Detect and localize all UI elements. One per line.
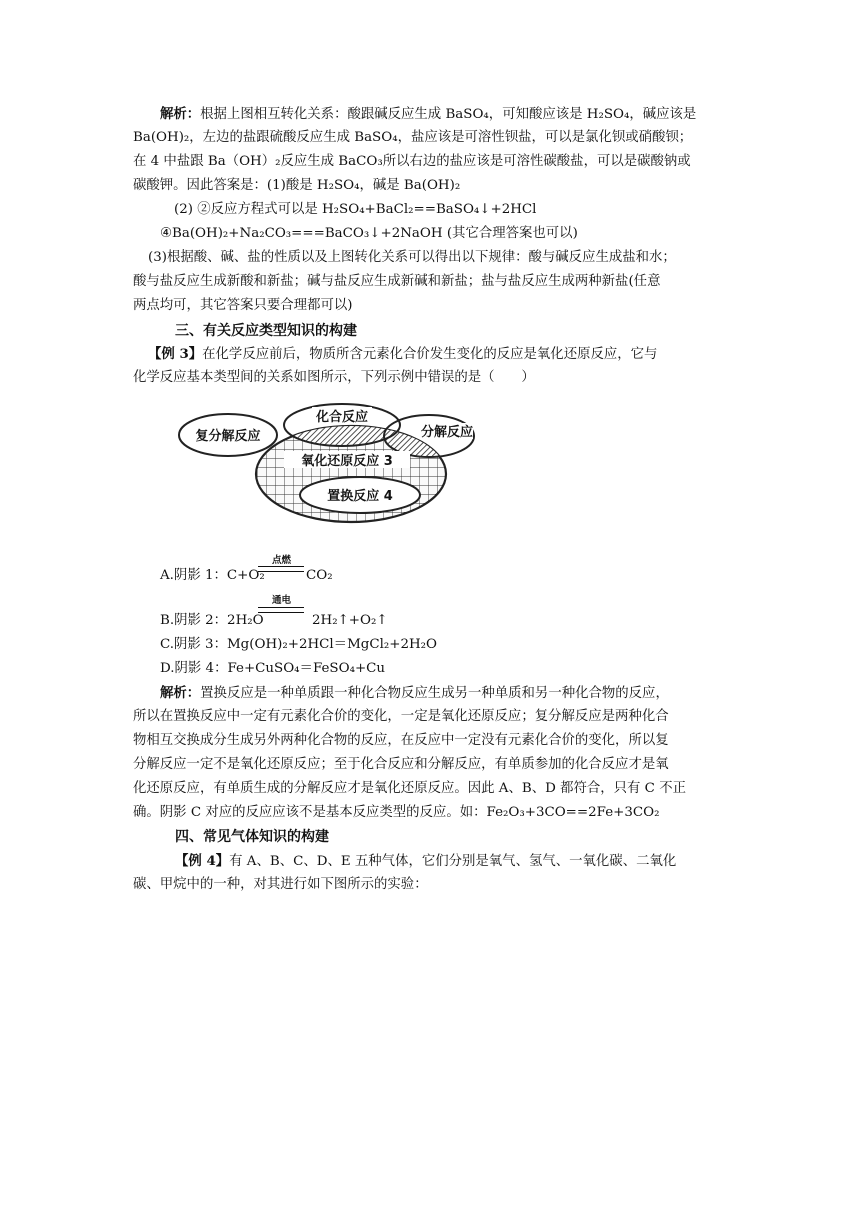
option-b-equals-sign <box>258 607 304 613</box>
option-c: C.阴影 3：Mg(OH)₂+2HCl＝MgCl₂+2H₂O <box>160 637 438 652</box>
decomposition-label: 分解反应 <box>420 425 474 440</box>
analysis-label: 解析： <box>160 106 201 122</box>
displacement-label: 置换反应 4 <box>327 489 393 504</box>
analysis3-label: 解析： <box>160 685 201 701</box>
example4-label: 【例 4】 <box>175 853 230 869</box>
option-a <box>160 566 265 586</box>
option-b <box>160 611 264 631</box>
analysis-line-2: Ba(OH)₂，左边的盐跟硫酸反应生成 BaSO₄，盐应该是可溶性钡盐，可以是氯化钡或硝酸钡； <box>133 130 693 145</box>
combination-label: 化合反应 <box>315 410 369 425</box>
section-heading-4: 四、常见气体知识的构建 <box>175 829 329 845</box>
answer-line-2: (2) ②反应方程式可以是 H₂SO₄+BaCl₂==BaSO₄↓+2HCl <box>174 202 537 217</box>
example4-line-1 <box>175 851 676 872</box>
example4-line-2: 碳、甲烷中的一种，对其进行如下图所示的实验： <box>133 877 428 892</box>
analysis-text: 根据上图相互转化关系：酸跟碱反应生成 BaSO₄，可知酸应该是 H₂SO₄，碱应该是 <box>200 107 697 122</box>
option-a-equals-sign <box>258 566 304 572</box>
analysis-line-4: 碳酸钾。因此答案是：(1)酸是 H₂SO₄，碱是 Ba(OH)₂ <box>133 178 461 193</box>
option-b-product: 2H₂↑+O₂↑ <box>312 613 388 628</box>
option-b-reactants: B.阴影 2：2H₂O <box>160 613 264 628</box>
analysis3-text: 置换反应是一种单质跟一种化合物反应生成另一种单质和另一种化合物的反应， <box>200 686 669 701</box>
example3-line-1 <box>148 344 657 365</box>
analysis3-line-2: 所以在置换反应中一定有元素化合价的变化，一定是氧化还原反应；复分解反应是两种化合 <box>133 709 669 724</box>
example3-line-2: 化学反应基本类型间的关系如图所示，下列示例中错误的是（ ） <box>133 370 535 385</box>
option-b-condition: 通电 <box>272 595 292 606</box>
example4-text: 有 A、B、C、D、E 五种气体，它们分别是氧气、氢气、一氧化碳、二氧化 <box>229 854 677 869</box>
option-a-reactants: A.阴影 1：C+O₂ <box>160 568 265 583</box>
analysis3-line-6: 确。阴影 C 对应的反应应该不是基本反应类型的反应。如：Fe₂O₃+3CO==2Fe+3CO₂ <box>133 805 660 820</box>
option-d: D.阴影 4：Fe+CuSO₄＝FeSO₄+Cu <box>160 661 386 676</box>
analysis-line-1 <box>160 104 696 125</box>
answer-line-3c: 两点均可，其它答案只要合理都可以) <box>133 298 353 313</box>
analysis3-line-4: 分解反应一定不是氧化还原反应；至于化合反应和分解反应，有单质参加的化合反应才是氧 <box>133 757 669 772</box>
analysis3-line-3: 物相互交换成分生成另外两种化合物的反应，在反应中一定没有元素化合价的变化，所以复 <box>133 733 669 748</box>
reaction-type-diagram <box>176 395 494 525</box>
analysis3-line-1 <box>160 683 669 704</box>
double-decomposition-label: 复分解反应 <box>195 429 261 444</box>
option-a-product: CO₂ <box>306 568 333 583</box>
analysis-line-3: 在 4 中盐跟 Ba（OH）₂反应生成 BaCO₃所以右边的盐应该是可溶性碳酸盐，可以是碳酸钠或 <box>133 154 691 169</box>
option-a-condition: 点燃 <box>272 555 292 566</box>
analysis3-line-5: 化还原反应，有单质生成的分解反应才是氧化还原反应。因此 A、B、D 都符合，只有 C 不正 <box>133 781 686 796</box>
example3-label: 【例 3】 <box>148 346 203 362</box>
section-heading-3: 三、有关反应类型知识的构建 <box>175 323 357 339</box>
answer-line-3: (3)根据酸、碱、盐的性质以及上图转化关系可以得出以下规律：酸与碱反应生成盐和水； <box>148 250 676 265</box>
answer-line-4: ④Ba(OH)₂+Na₂CO₃===BaCO₃↓+2NaOH (其它合理答案也可以) <box>160 226 578 241</box>
answer-line-3b: 酸与盐反应生成新酸和新盐；碱与盐反应生成新碱和新盐；盐与盐反应生成两种新盐(任意 <box>133 274 661 289</box>
example3-text: 在化学反应前后，物质所含元素化合价发生变化的反应是氧化还原反应，它与 <box>202 347 658 362</box>
redox-label: 氧化还原反应 3 <box>301 454 393 469</box>
